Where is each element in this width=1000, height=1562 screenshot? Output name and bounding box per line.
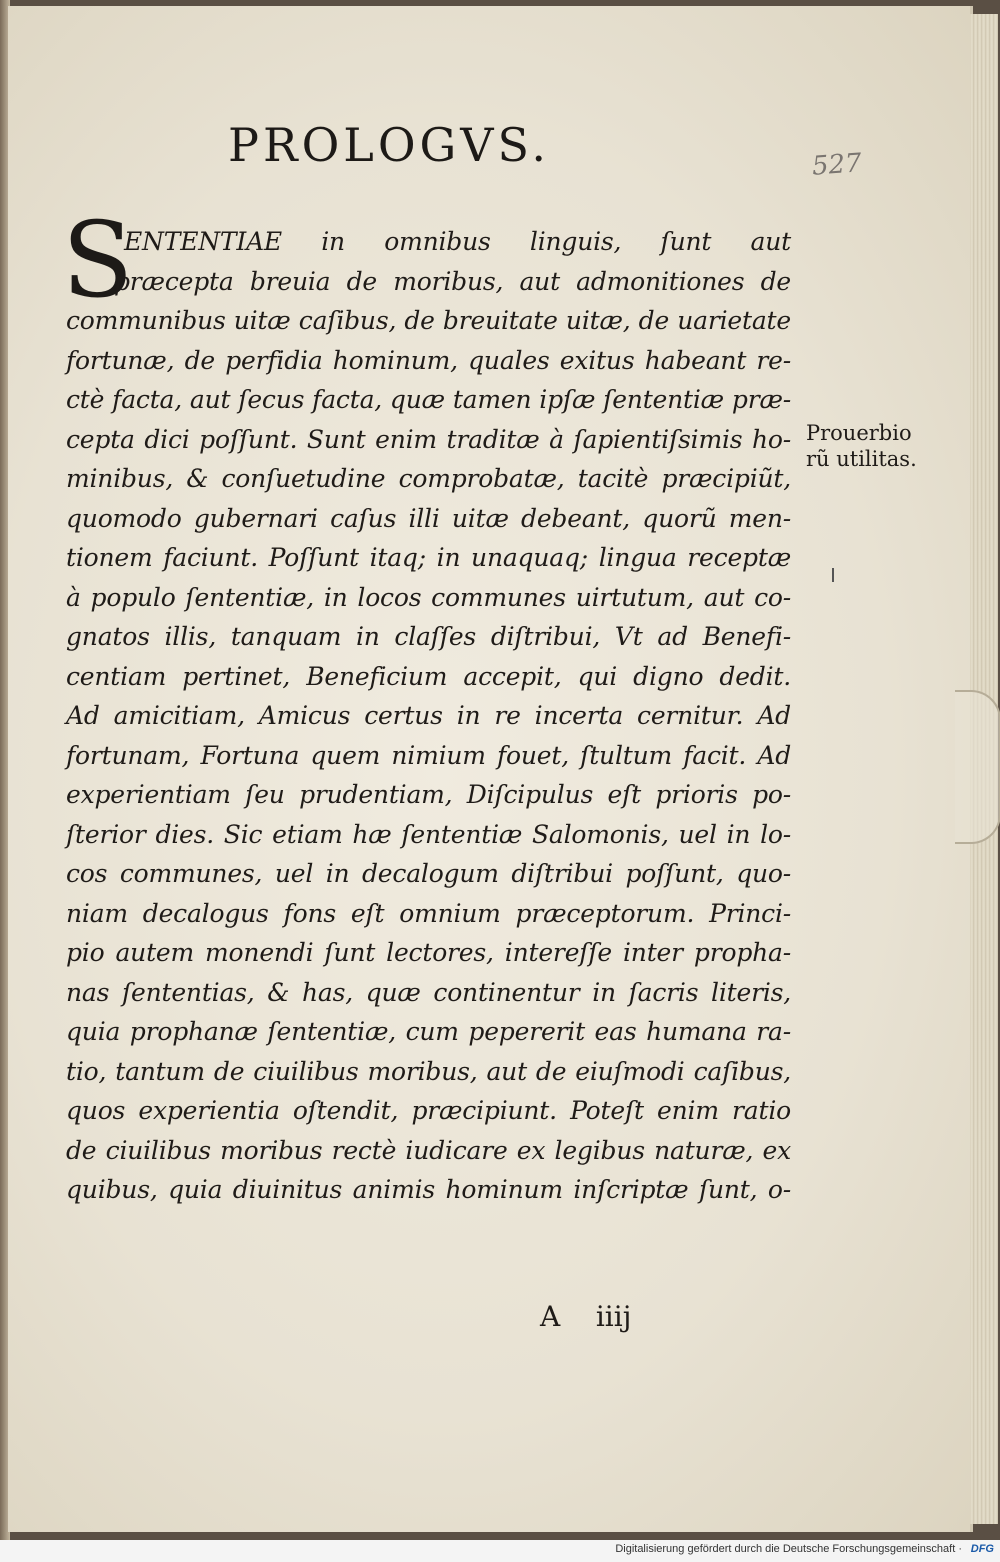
text-line: quomodo gubernari caſus illi uitæ debeant, quorũ men- xyxy=(66,503,791,533)
text-line: ENTENTIAE in omnibus linguis, ſunt aut xyxy=(124,227,791,256)
marginal-note xyxy=(806,420,917,472)
text-line: gnatos illis, tanquam in claſſes diſtribui, Vt ad Benefi- xyxy=(66,622,791,651)
marginal-note-line: rũ utilitas. xyxy=(806,447,917,471)
digitization-credit: Digitalisierung gefördert durch die Deutsche Forschungsgemeinschaft · xyxy=(615,1543,962,1555)
text-line: communibus uitæ caſibus, de breuitate uitæ, de uarietate xyxy=(66,306,791,335)
dfg-logo: DFG xyxy=(970,1543,994,1555)
text-line: ſterior dies. Sic etiam hæ ſententiæ Salomonis, uel in lo- xyxy=(66,819,791,849)
text-line: à populo ſententiæ, in locos communes uirtutum, aut co- xyxy=(66,582,791,612)
text-line: centiam pertinet, Beneficium accepit, qui digno dedit. xyxy=(66,661,791,691)
text-line: minibus, & conſuetudine comprobatæ, tacitè præcipiũt, xyxy=(66,464,791,493)
page-heading: PROLOGVS. xyxy=(228,118,551,172)
signature-mark: A iiij xyxy=(540,1300,632,1333)
text-line: de ciuilibus moribus rectè iudicare ex legibus naturæ, ex xyxy=(66,1135,791,1165)
text-line: niam decalogus fons eſt omnium præceptorum. Princi- xyxy=(66,898,791,928)
text-line: nas ſententias, & has, quæ continentur in ſacris literis, xyxy=(66,977,791,1007)
text-line: quos experientia oſtendit, præcipiunt. Poteſt enim ratio xyxy=(66,1096,791,1125)
text-line: pio autem monendi ſunt lectores, intereſſe inter propha- xyxy=(66,938,791,967)
text-line: fortunam, Fortuna quem nimium fouet, ſtultum facit. Ad xyxy=(66,740,791,770)
text-line: ctè facta, aut ſecus facta, quæ tamen ipſæ ſententiæ præ- xyxy=(66,385,791,414)
marginal-note-line: Prouerbio xyxy=(806,421,912,445)
text-line: Ad amicitiam, Amicus certus in re incerta cernitur. Ad xyxy=(66,701,791,730)
page-tab xyxy=(955,690,1000,844)
text-line: tionem faciunt. Poſſunt itaq; in unaquaq; lingua receptæ xyxy=(66,543,791,572)
text-line: quia prophanæ ſententiæ, cum pepererit eas humana ra- xyxy=(66,1017,791,1046)
text-line: experientiam ſeu prudentiam, Diſcipulus eſt prioris po- xyxy=(66,780,791,809)
text-line: cos communes, uel in decalogum diſtribui poſſunt, quo- xyxy=(66,859,791,888)
margin-mark xyxy=(832,568,834,582)
text-line: fortunæ, de perfidia hominum, quales exitus habeant re- xyxy=(66,345,791,375)
text-line: tio, tantum de ciuilibus moribus, aut de eiuſmodi caſibus, xyxy=(66,1056,791,1086)
text-line: quibus, quia diuinitus animis hominum inſcriptæ ſunt, o- xyxy=(66,1175,791,1204)
handwritten-folio-number: 527 xyxy=(811,148,863,182)
text-line: præcepta breuia de moribus, aut admonitiones de xyxy=(114,266,791,296)
text-line: cepta dici poſſunt. Sunt enim traditæ à ſapientiſsimis ho- xyxy=(66,424,791,454)
drop-cap: S xyxy=(62,199,134,321)
body-text xyxy=(66,222,791,1210)
